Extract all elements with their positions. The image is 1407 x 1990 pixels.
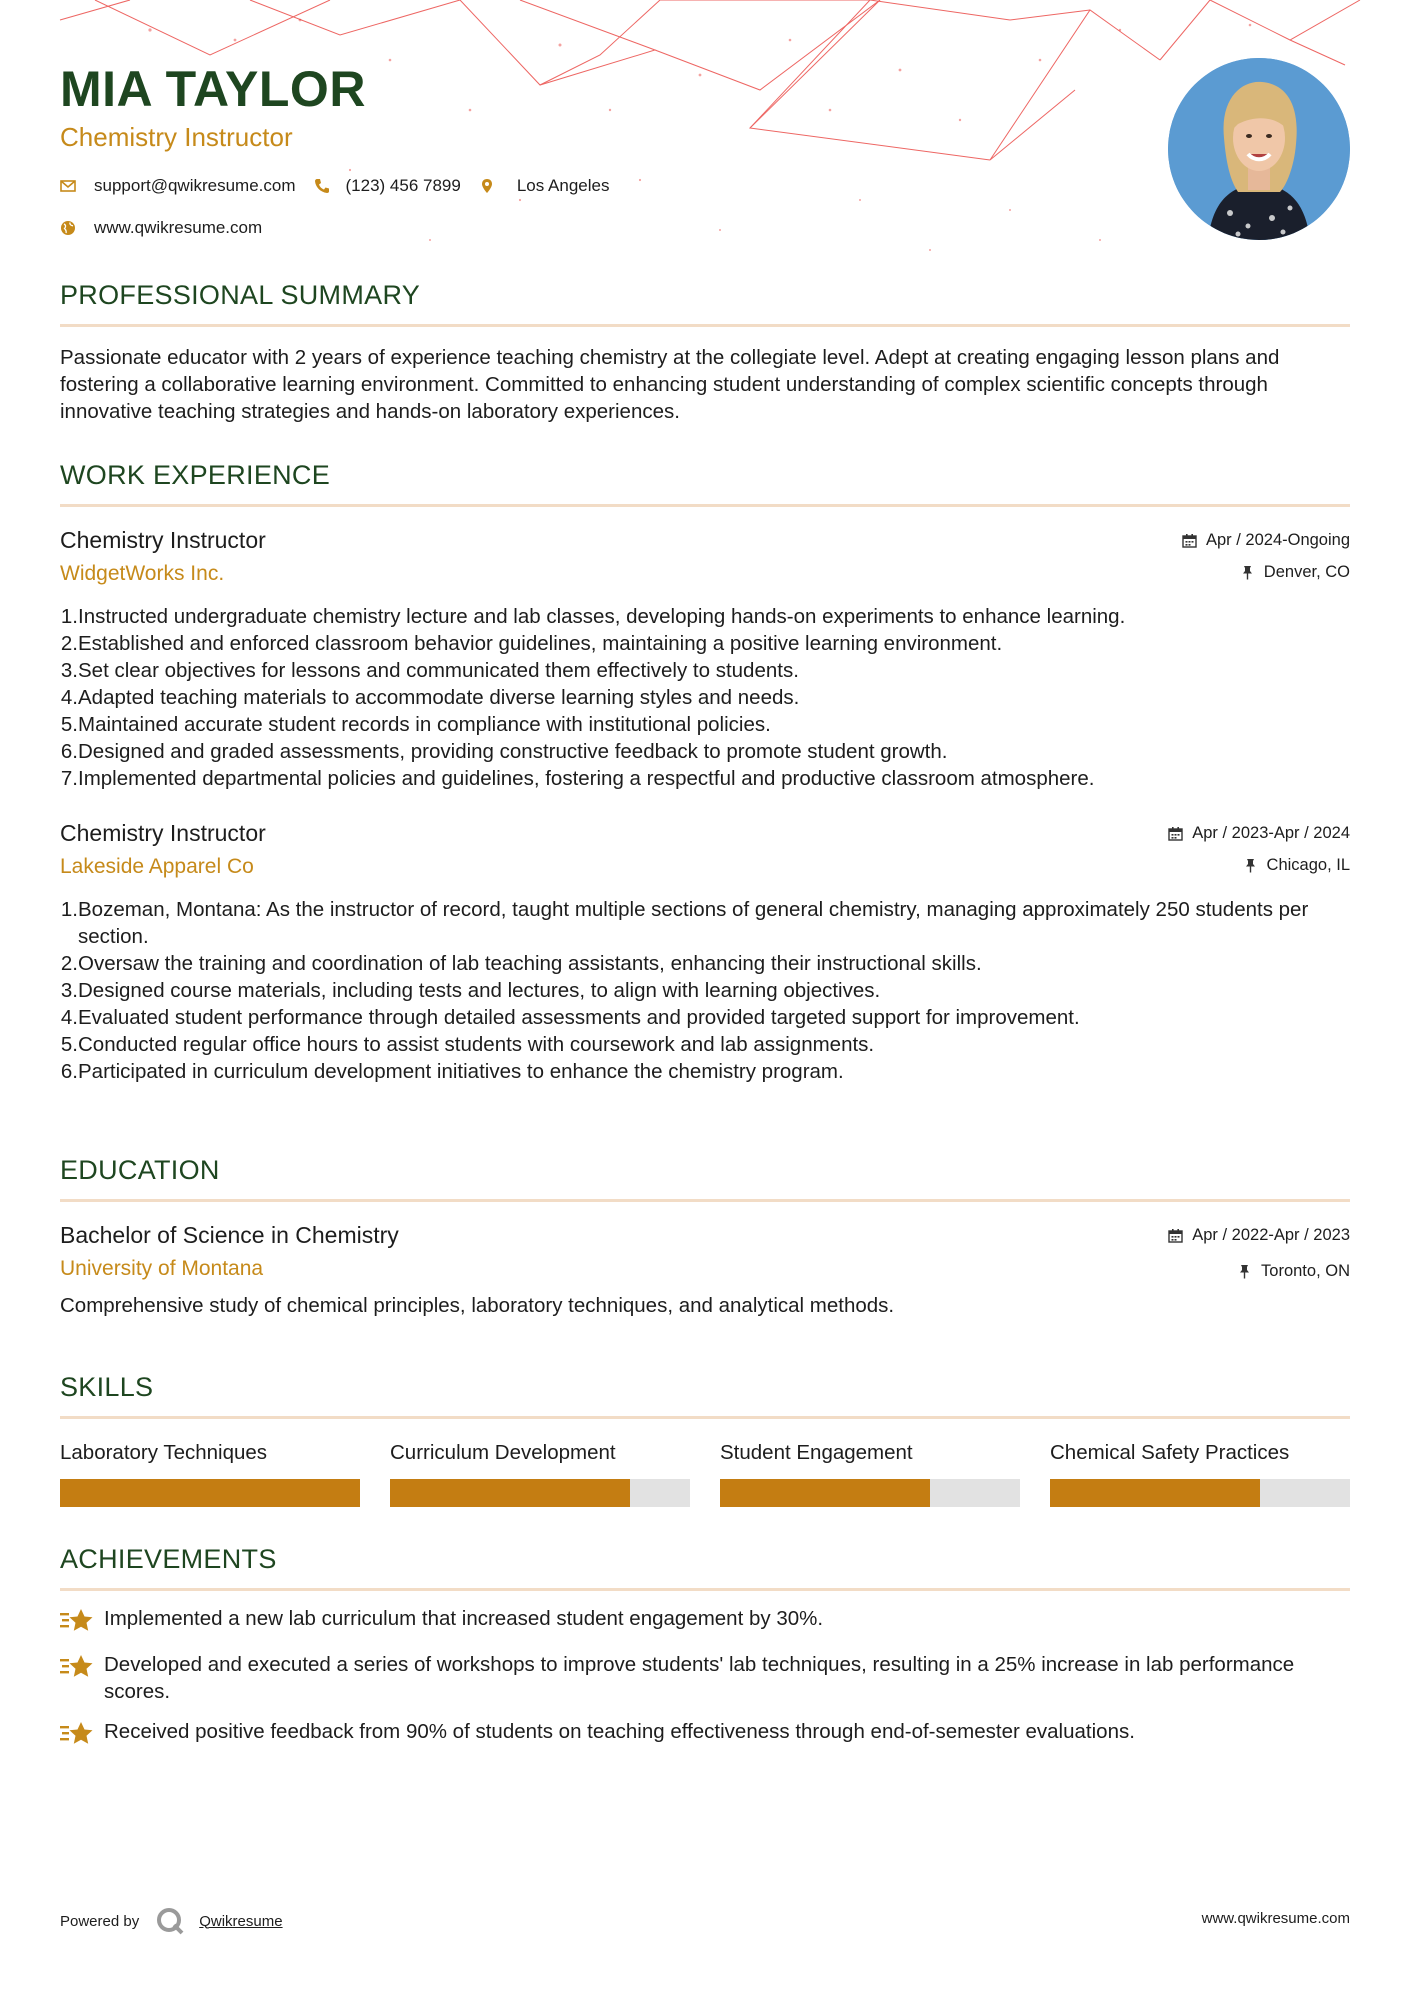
education-divider <box>60 1199 1350 1202</box>
skills-section <box>60 1370 1350 1507</box>
list-item: 4. Adapted teaching materials to accommodate diverse learning styles and needs. <box>60 686 800 709</box>
experience-heading: WORK EXPERIENCE <box>60 460 331 490</box>
list-item: 4. Evaluated student performance through detailed assessments and provided targeted support for improvement. <box>60 1006 1080 1029</box>
achievement-item <box>60 1605 1350 1635</box>
star-icon <box>60 1651 94 1681</box>
skill-level-fill <box>1050 1479 1260 1507</box>
map-pin-icon <box>479 178 495 194</box>
resume-footer <box>60 1898 1350 1938</box>
skill-level-fill <box>390 1479 630 1507</box>
achievements-list <box>60 1605 1350 1748</box>
resume-header <box>60 60 1160 240</box>
skill-item <box>390 1439 690 1507</box>
powered-by-label: Powered by <box>60 1912 140 1930</box>
globe-icon <box>60 220 76 236</box>
job-company: Lakeside Apparel Co <box>60 855 254 878</box>
star-icon <box>60 1718 94 1748</box>
contact-website[interactable] <box>60 218 262 238</box>
job-date-text: Apr / 2023-Apr / 2024 <box>1192 824 1350 842</box>
skill-level-fill <box>720 1479 930 1507</box>
location-text: Los Angeles <box>516 176 610 195</box>
contact-email[interactable] <box>60 176 296 196</box>
job-title: Chemistry Instructor <box>60 820 266 846</box>
summary-divider <box>60 324 1350 327</box>
qwikresume-q-logo <box>155 1906 185 1936</box>
list-item: 7. Implemented departmental policies and guidelines, fostering a respectful and productive classroom atmosphere. <box>60 767 1095 790</box>
list-item: 5. Maintained accurate student records in compliance with institutional policies. <box>60 713 771 736</box>
contact-location <box>479 176 610 196</box>
skill-level-bar <box>390 1479 690 1507</box>
list-item: 3. Set clear objectives for lessons and communicated them effectively to students. <box>60 659 799 682</box>
skill-item <box>720 1439 1020 1507</box>
job-location <box>1240 561 1350 583</box>
achievements-divider <box>60 1588 1350 1591</box>
skill-label: Curriculum Development <box>390 1441 616 1464</box>
list-item: 1. Bozeman, Montana: As the instructor of record, taught multiple sections of general chemistry, managing approximately 250 students per section. <box>60 898 1309 948</box>
contact-row-secondary <box>60 216 1160 240</box>
list-item: 1. Instructed undergraduate chemistry lecture and lab classes, developing hands-on experiments to enhance learning. <box>60 605 1126 628</box>
candidate-name: MIA TAYLOR <box>60 61 366 117</box>
calendar-icon <box>1168 826 1183 841</box>
job-header <box>60 818 1350 888</box>
job-entry <box>60 818 1350 1085</box>
job-header <box>60 525 1350 595</box>
skill-item <box>1050 1439 1350 1507</box>
education-location <box>1237 1260 1350 1282</box>
list-item: 3. Designed course materials, including tests and lectures, to align with learning objectives. <box>60 979 881 1002</box>
email-text: support@qwikresume.com <box>94 176 296 195</box>
achievements-heading: ACHIEVEMENTS <box>60 1544 277 1574</box>
skills-list <box>60 1439 1350 1507</box>
skills-heading: SKILLS <box>60 1372 154 1402</box>
list-item: 6. Participated in curriculum development initiatives to enhance the chemistry program. <box>60 1060 844 1083</box>
job-date <box>1168 822 1350 844</box>
list-item: 5. Conducted regular office hours to assist students with coursework and lab assignments. <box>60 1033 875 1056</box>
job-location-text: Chicago, IL <box>1266 856 1350 874</box>
experience-divider <box>60 504 1350 507</box>
job-date <box>1182 529 1350 551</box>
achievement-item <box>60 1651 1350 1705</box>
contact-row-primary <box>60 174 1160 198</box>
job-bullets <box>60 603 1350 792</box>
achievement-text: Received positive feedback from 90% of students on teaching effectiveness through end-of-semester evaluations. <box>104 1720 1135 1743</box>
education-date-text: Apr / 2022-Apr / 2023 <box>1192 1226 1350 1244</box>
achievement-text: Implemented a new lab curriculum that increased student engagement by 30%. <box>104 1607 824 1630</box>
list-item: 2. Established and enforced classroom behavior guidelines, maintaining a positive learning environment. <box>60 632 1003 655</box>
skill-item <box>60 1439 360 1507</box>
envelope-icon <box>60 178 76 194</box>
powered-by <box>60 1906 283 1936</box>
footer-url[interactable]: www.qwikresume.com <box>1201 1910 1350 1927</box>
education-section <box>60 1153 1350 1319</box>
portrait-illustration <box>1168 58 1350 240</box>
school-name: University of Montana <box>60 1257 264 1280</box>
pushpin-icon <box>1237 1264 1252 1279</box>
skills-divider <box>60 1416 1350 1419</box>
experience-section <box>60 458 1350 1085</box>
education-heading: EDUCATION <box>60 1155 220 1185</box>
achievements-section <box>60 1542 1350 1748</box>
degree-title: Bachelor of Science in Chemistry <box>60 1222 399 1248</box>
job-entry <box>60 525 1350 792</box>
contact-phone[interactable] <box>314 176 461 196</box>
skill-label: Chemical Safety Practices <box>1050 1441 1290 1464</box>
summary-text: Passionate educator with 2 years of experience teaching chemistry at the collegiate level. Adept at creating engaging lesson plans and fostering a collaborative learning environment. Committed to enhancing student understanding of complex scientific concepts through innovative teaching strategies and hands-on laboratory experiences. <box>60 346 1280 423</box>
pushpin-icon <box>1243 858 1258 873</box>
calendar-icon <box>1168 1228 1183 1243</box>
phone-text: (123) 456 7899 <box>345 176 461 195</box>
skill-label: Student Engagement <box>720 1441 913 1464</box>
website-text: www.qwikresume.com <box>94 218 263 237</box>
education-description: Comprehensive study of chemical principles, laboratory techniques, and analytical methods. <box>60 1294 895 1317</box>
list-item: 2. Oversaw the training and coordination of lab teaching assistants, enhancing their instructional skills. <box>60 952 982 975</box>
job-location <box>1243 854 1350 876</box>
candidate-title: Chemistry Instructor <box>60 122 293 152</box>
job-location-text: Denver, CO <box>1263 563 1350 581</box>
list-item: 6. Designed and graded assessments, providing constructive feedback to promote student growth. <box>60 740 948 763</box>
job-company: WidgetWorks Inc. <box>60 562 225 585</box>
skill-level-fill <box>60 1479 360 1507</box>
job-date-text: Apr / 2024-Ongoing <box>1205 531 1350 549</box>
job-bullets <box>60 896 1350 1085</box>
education-header <box>60 1220 1350 1290</box>
summary-section <box>60 278 1350 425</box>
achievement-item <box>60 1718 1350 1748</box>
achievement-text: Developed and executed a series of workshops to improve students' lab techniques, resulting in a 25% increase in lab performance scores. <box>104 1653 1295 1703</box>
skill-level-bar <box>720 1479 1020 1507</box>
skill-level-bar <box>60 1479 360 1507</box>
skill-level-bar <box>1050 1479 1350 1507</box>
qwikresume-link[interactable]: Qwikresume <box>199 1912 283 1930</box>
job-title: Chemistry Instructor <box>60 527 266 553</box>
star-icon <box>60 1605 94 1635</box>
education-location-text: Toronto, ON <box>1261 1262 1350 1280</box>
skill-label: Laboratory Techniques <box>60 1441 268 1464</box>
phone-icon <box>314 178 330 194</box>
calendar-icon <box>1182 533 1197 548</box>
summary-heading: PROFESSIONAL SUMMARY <box>60 280 421 310</box>
profile-photo <box>1168 58 1350 240</box>
pushpin-icon <box>1240 565 1255 580</box>
education-date <box>1168 1224 1350 1246</box>
